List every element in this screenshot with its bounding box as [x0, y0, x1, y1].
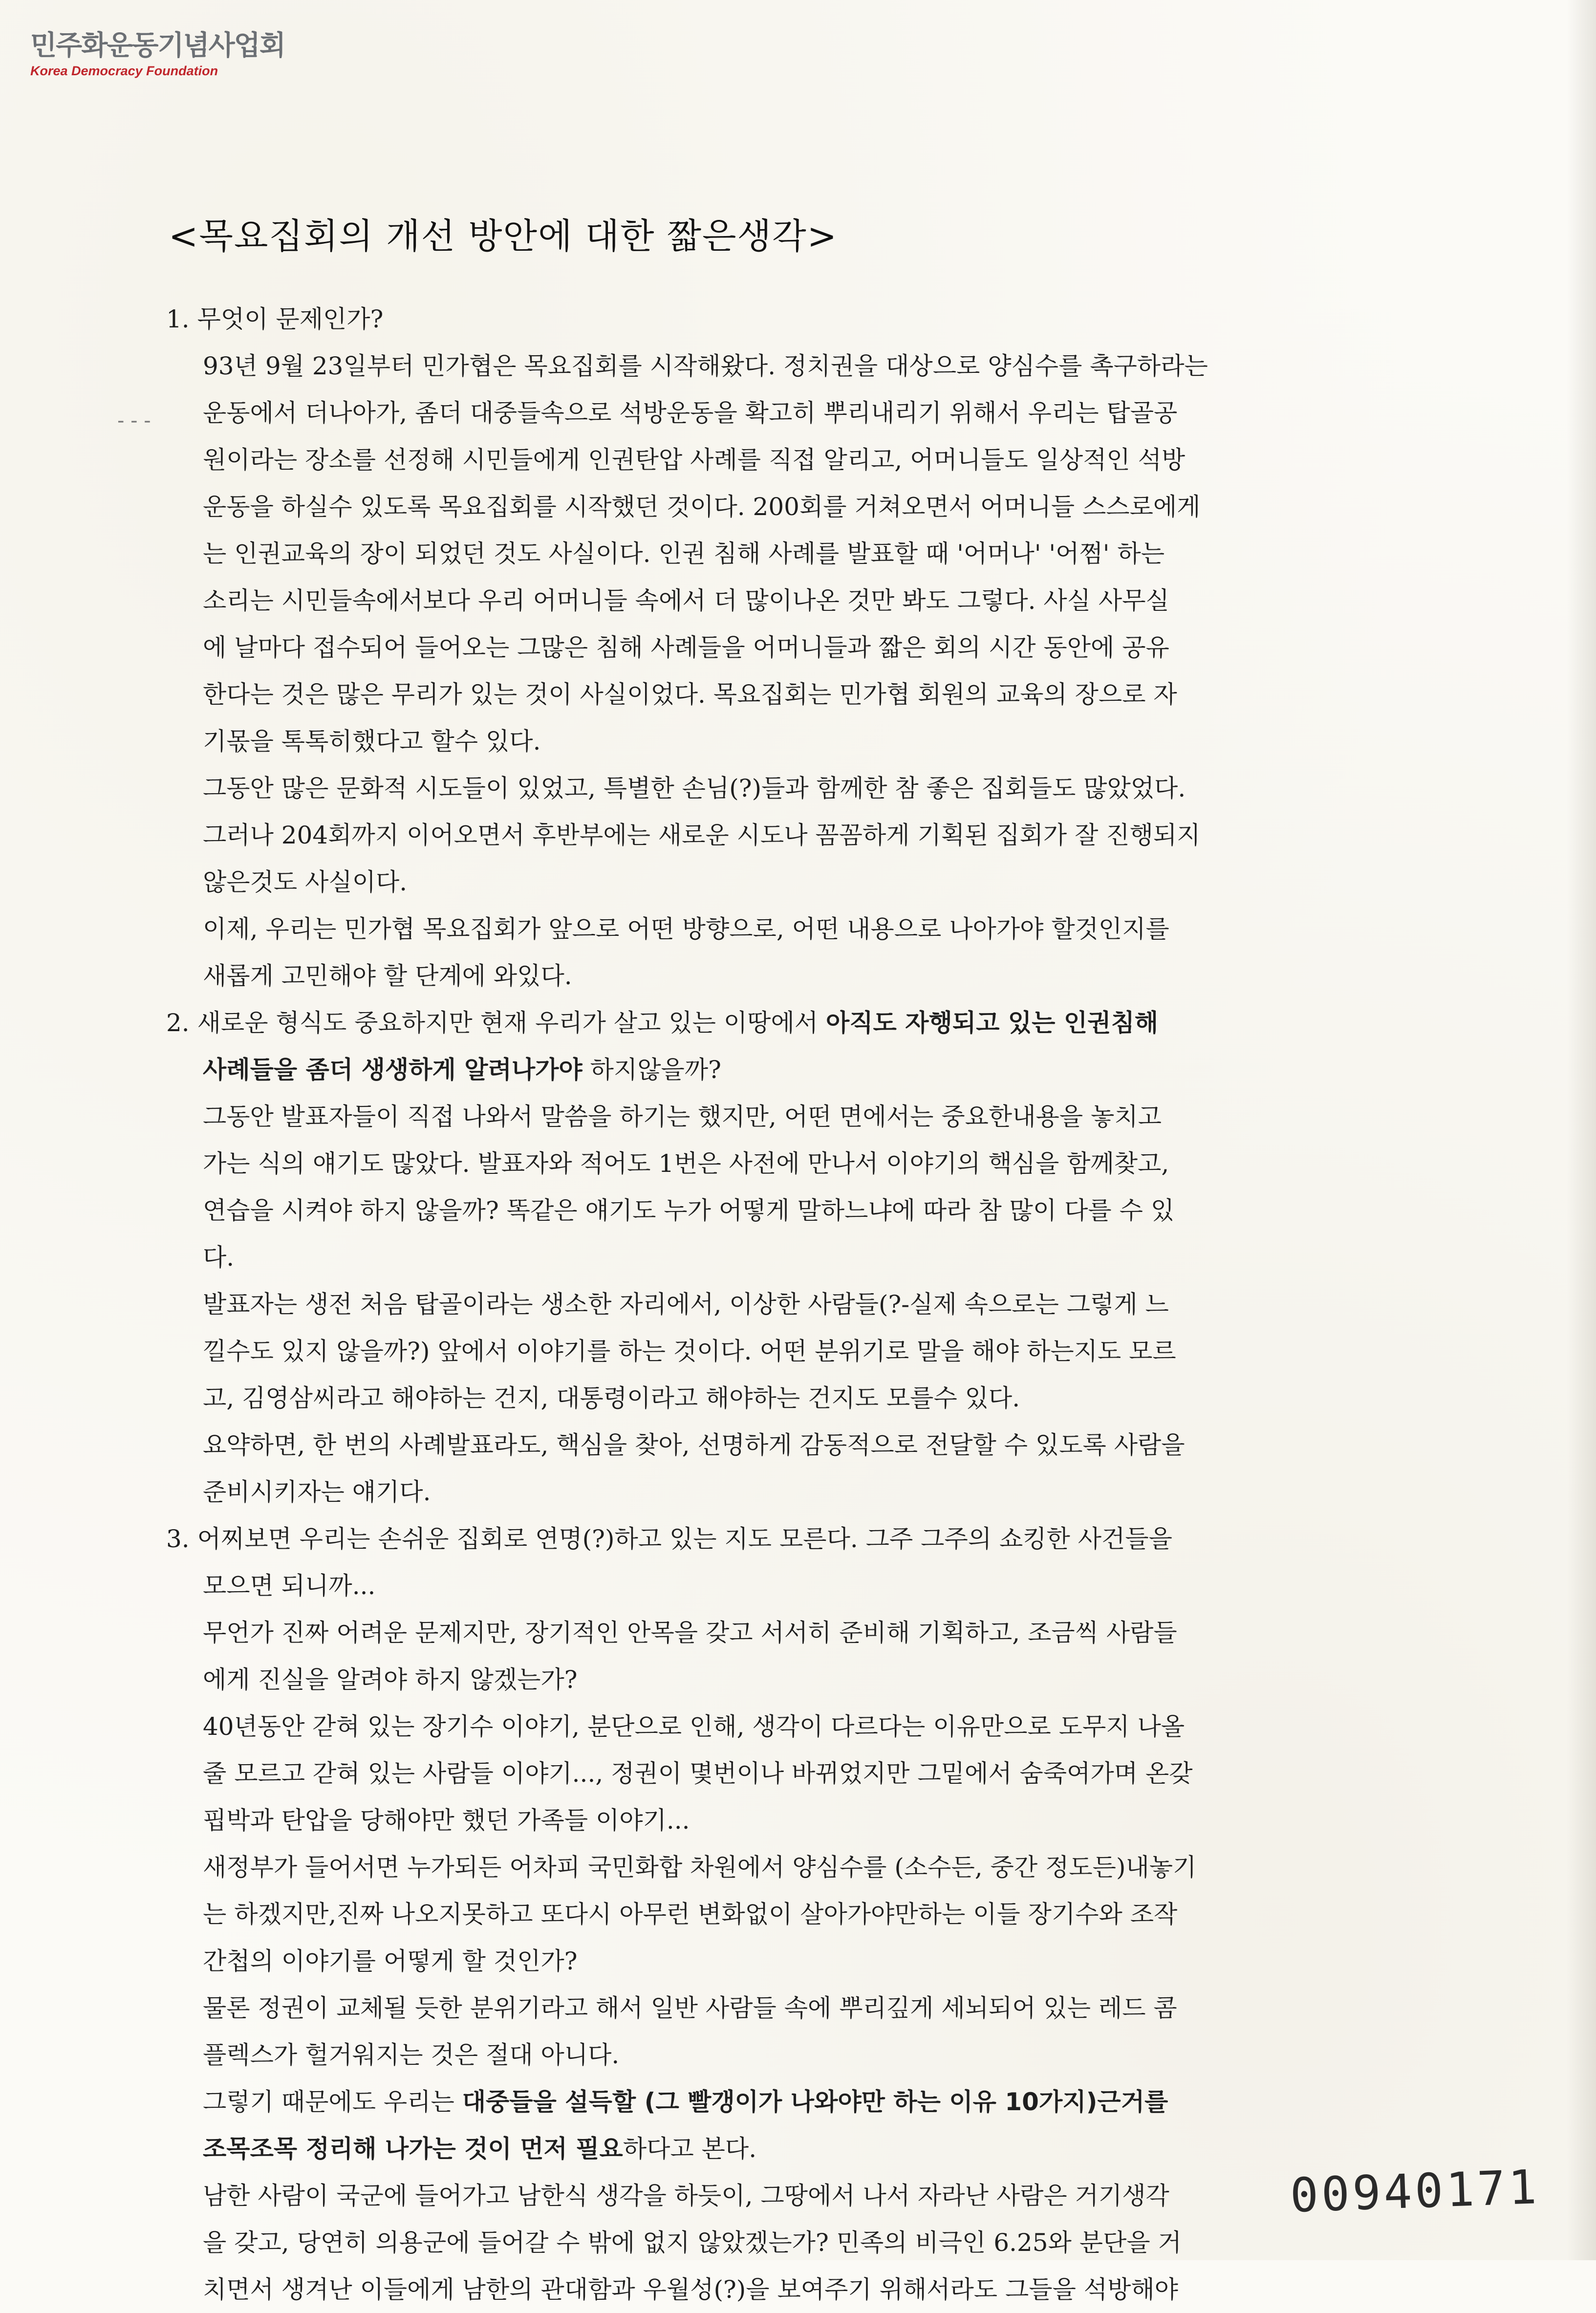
section-2-heading-text: 2. 새로운 형식도 중요하지만 현재 우리가 살고 있는 이땅에서	[166, 1009, 826, 1037]
section-2-line: 발표자는 생전 처음 탑골이라는 생소한 자리에서, 이상한 사람들(?-실제 속으로는 그렇게 느	[203, 1290, 1169, 1319]
section-3-line: 치면서 생겨난 이들에게 남한의 관대함과 우월성(?)을 보여주기 위해서라도 그들을 석방해야	[203, 2275, 1178, 2304]
section-3-heading: 3. 어찌보면 우리는 손쉬운 집회로 연명(?)하고 있는 지도 모른다. 그주 그주의 쇼킹한 사건들을	[166, 1525, 1172, 1553]
section-3-line: 새정부가 들어서면 누가되든 어차피 국민화합 차원에서 양심수를 (소수든, 중간 정도든)내놓기	[203, 1853, 1197, 1881]
section-3-line: 줄 모르고 갇혀 있는 사람들 이야기..., 정권이 몇번이나 바뀌었지만 그밑에서 숨죽여가며 온갖	[203, 1759, 1193, 1788]
section-1-line: 에 날마다 접수되어 들어오는 그많은 침해 사례들을 어머니들과 짧은 회의 시간 동안에 공유	[203, 633, 1169, 662]
section-3-line: 40년동안 갇혀 있는 장기수 이야기, 분단으로 인해, 생각이 다르다는 이유만으로 도무지 나올	[203, 1712, 1185, 1741]
section-3-line: 물론 정권이 교체될 듯한 분위기라고 해서 일반 사람들 속에 뿌리깊게 세뇌되어 있는 레드 콤	[203, 1994, 1177, 2022]
section-2-line: 가는 식의 얘기도 많았다. 발표자와 적어도 1번은 사전에 만나서 이야기의 핵심을 함께찾고,	[203, 1149, 1169, 1178]
archive-number: 00940171	[1289, 2160, 1541, 2223]
logo-english-text: Korea Democracy Foundation	[30, 64, 218, 78]
section-2-line: 낄수도 있지 않을까?) 앞에서 이야기를 하는 것이다. 어떤 분위기로 말을 해야 하는지도 모르	[203, 1337, 1176, 1365]
section-3-line: 남한 사람이 국군에 들어가고 남한식 생각을 하듯이, 그땅에서 나서 자라난 사람은 거기생각	[203, 2182, 1169, 2210]
section-3-text: 그렇기 때문에도 우리는	[203, 2088, 462, 2116]
section-1-line: 이제, 우리는 민가협 목요집회가 앞으로 어떤 방향으로, 어떤 내용으로 나아가야 할것인지를	[203, 915, 1169, 943]
section-1-line: 운동에서 더나아가, 좀더 대중들속으로 석방운동을 확고히 뿌리내리기 위해서 우리는 탑골공	[203, 399, 1178, 427]
section-3-emphasis-line	[166, 2078, 1398, 2125]
section-1-heading: 1. 무엇이 문제인가?	[166, 305, 384, 333]
section-3-line: 는 하겠지만,진짜 나오지못하고 또다시 아무런 변화없이 살아가야만하는 이들 장기수와 조작	[203, 1900, 1178, 1928]
section-3-text: 하다고 본다.	[623, 2135, 757, 2163]
logo-korean-text: 민주화운동기념사업회	[30, 30, 285, 62]
section-2-heading-text: 하지않을까?	[582, 1056, 721, 1084]
section-3-line: 핍박과 탄압을 당해야만 했던 가족들 이야기...	[203, 1806, 690, 1835]
section-2-heading-emphasis: 아직도 자행되고 있는 인권침해	[825, 1009, 1159, 1037]
section-2-heading	[166, 999, 1398, 1046]
section-2-heading-emphasis: 사례들을 좀더 생생하게 알려나가야	[203, 1056, 582, 1084]
section-3-line: 간첩의 이야기를 어떻게 할 것인가?	[203, 1947, 578, 1975]
section-2-line: 요약하면, 한 번의 사례발표라도, 핵심을 찾아, 선명하게 감동적으로 전달할 수 있도록 사람을	[203, 1431, 1185, 1459]
section-3-line: 을 갖고, 당연히 의용군에 들어갈 수 밖에 없지 않았겠는가? 민족의 비극인 6.25와 분단을 거	[203, 2228, 1182, 2257]
section-1-line: 않은것도 사실이다.	[203, 868, 408, 896]
section-2-line: 고, 김영삼씨라고 해야하는 건지, 대통령이라고 해야하는 건지도 모를수 있다.	[203, 1384, 1020, 1412]
section-1-line: 소리는 시민들속에서보다 우리 어머니들 속에서 더 많이나온 것만 봐도 그렇다. 사실 사무실	[203, 586, 1169, 615]
section-2-heading-cont	[166, 1046, 1398, 1093]
margin-mark: - - -	[117, 410, 151, 432]
section-1-line: 한다는 것은 많은 무리가 있는 것이 사실이었다. 목요집회는 민가협 회원의 교육의 장으로 자	[203, 680, 1177, 709]
page-edge-shadow	[1567, 0, 1596, 2260]
section-1-line: 운동을 하실수 있도록 목요집회를 시작했던 것이다. 200회를 거쳐오면서 어머니들 스스로에게	[203, 493, 1201, 521]
document-title: <목요집회의 개선 방안에 대한 짧은생각>	[169, 216, 838, 257]
section-3-emphasis: 대중들을 설득할 (그 빨갱이가 나와야만 하는 이유 10가지)근거를	[462, 2088, 1168, 2116]
section-1-line: 93년 9월 23일부터 민가협은 목요집회를 시작해왔다. 정치권을 대상으로 양심수를 촉구하라는	[203, 352, 1208, 380]
section-1-line: 기몫을 톡톡히했다고 할수 있다.	[203, 727, 541, 756]
section-1-line: 그동안 많은 문화적 시도들이 있었고, 특별한 손님(?)들과 함께한 참 좋은 집회들도 많았었다.	[203, 774, 1186, 802]
section-2-line: 그동안 발표자들이 직접 나와서 말씀을 하기는 했지만, 어떤 면에서는 중요한내용을 놓치고	[203, 1102, 1162, 1131]
section-3-line: 에게 진실을 알려야 하지 않겠는가?	[203, 1665, 578, 1694]
section-1-line: 그러나 204회까지 이어오면서 후반부에는 새로운 시도나 꼼꼼하게 기획된 집회가 잘 진행되지	[203, 821, 1201, 849]
section-2-line: 다.	[203, 1243, 235, 1272]
section-1-line: 원이라는 장소를 선정해 시민들에게 인권탄압 사례를 직접 알리고, 어머니들도 일상적인 석방	[203, 446, 1186, 474]
section-3-emphasis-line	[166, 2125, 1398, 2172]
section-1-line: 새롭게 고민해야 할 단계에 와있다.	[203, 962, 572, 990]
section-3-emphasis: 조목조목 정리해 나가는 것이 먼저 필요	[203, 2135, 623, 2163]
section-2-line: 연습을 시켜야 하지 않을까? 똑같은 얘기도 누가 어떻게 말하느냐에 따라 참 많이 다를 수 있	[203, 1196, 1175, 1225]
section-1-line: 는 인권교육의 장이 되었던 것도 사실이다. 인권 침해 사례를 발표할 때 '어머나' '어쩜' 하는	[203, 540, 1165, 568]
section-3-line: 무언가 진짜 어려운 문제지만, 장기적인 안목을 갖고 서서히 준비해 기획하고, 조금씩 사람들	[203, 1619, 1177, 1647]
section-3-line: 모으면 되니까...	[203, 1572, 376, 1600]
section-2-line: 준비시키자는 얘기다.	[203, 1478, 431, 1506]
foundation-logo	[30, 30, 285, 84]
document-body	[166, 296, 1398, 2313]
section-3-line: 플렉스가 헐거워지는 것은 절대 아니다.	[203, 2041, 620, 2069]
